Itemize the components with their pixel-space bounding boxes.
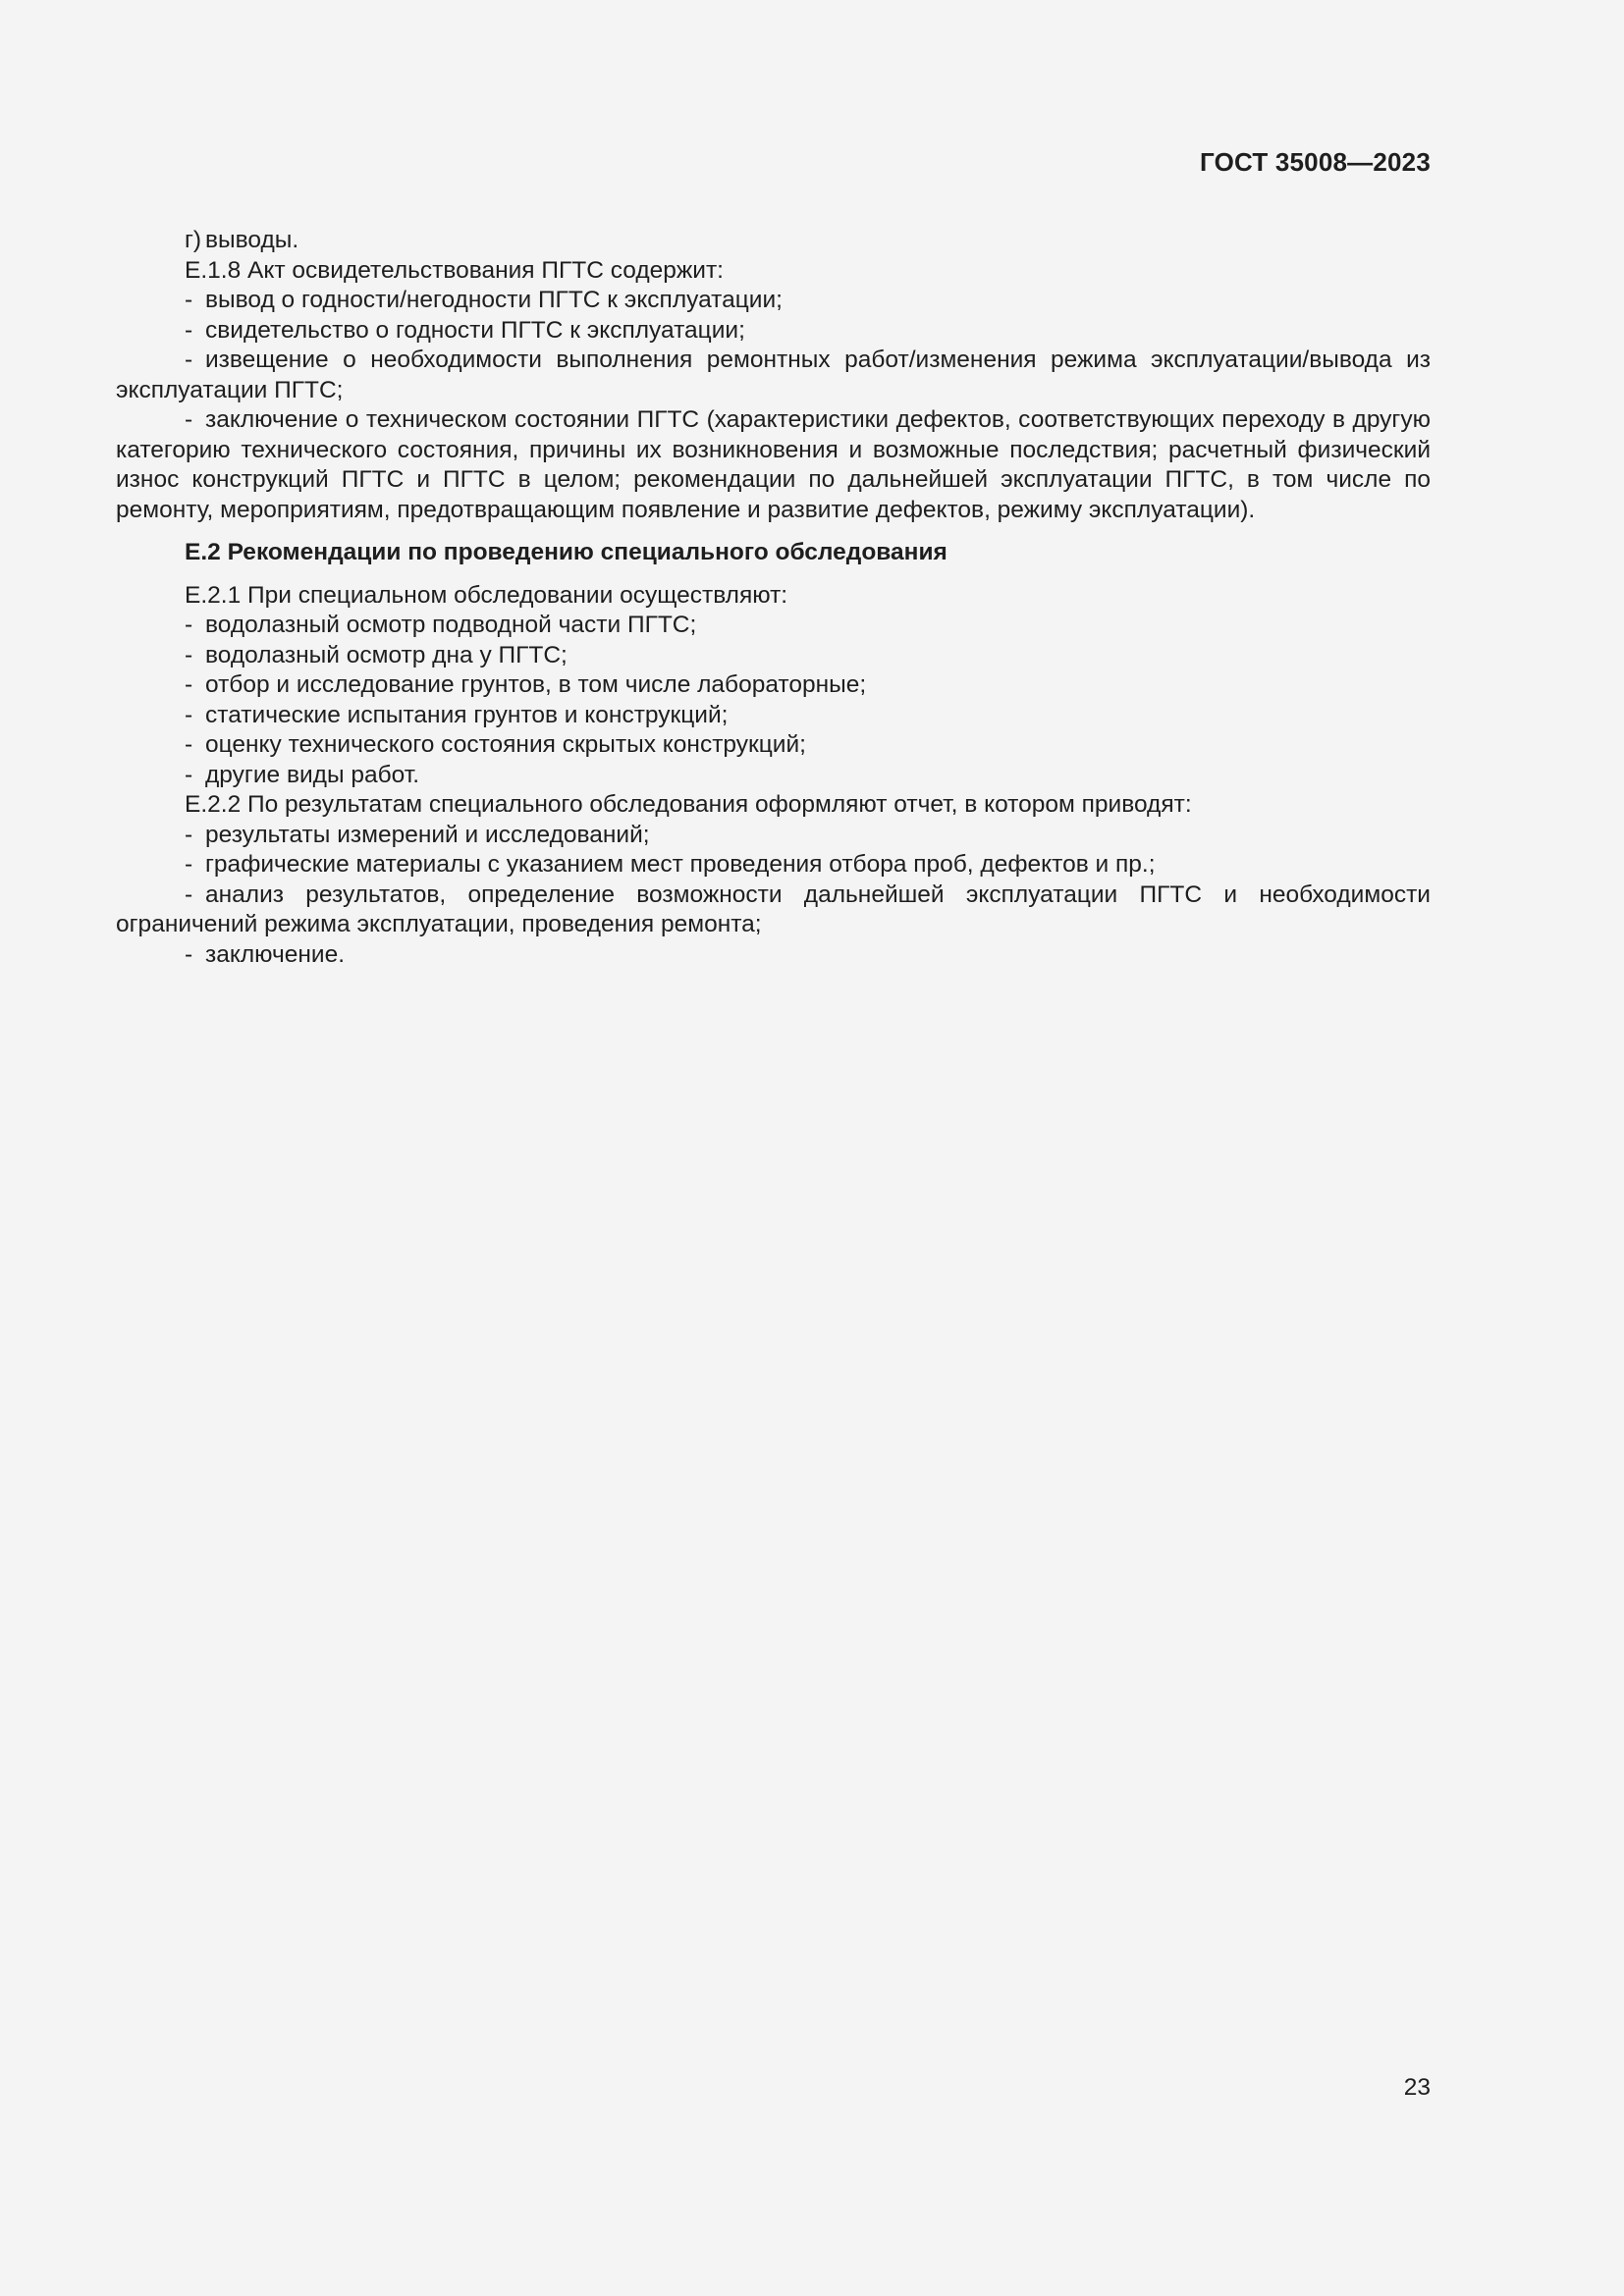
dash-marker: - [185, 761, 193, 788]
list-item-text: оценку технического состояния скрытых конструкций; [205, 731, 806, 758]
list-item-text: заключение о техническом состоянии ПГТС (характеристики дефектов, соответствующих переходу в другую категорию технического состояния, причины их возникновения и возможные последствия; расчетный физический износ конструкций ПГТС и ПГТС в целом; рекомендации по дальнейшей эксплуатации ПГТС, в том числе по ремонту, мероприятиям, предотвращающим появление и развитие дефектов, режиму эксплуатации). [116, 406, 1431, 523]
list-item [116, 701, 1431, 731]
paragraph-text: Е.2.1 При специальном обследовании осуществляют: [185, 581, 788, 609]
paragraph-text: выводы. [205, 227, 299, 253]
list-item [116, 286, 1431, 316]
document-body [116, 226, 1431, 970]
list-item [116, 611, 1431, 641]
dash-marker: - [185, 671, 193, 698]
list-item-text: заключение. [205, 940, 346, 968]
list-item-text: результаты измерений и исследований; [205, 821, 650, 848]
list-item [116, 881, 1431, 940]
dash-marker: - [185, 406, 193, 433]
paragraph [116, 256, 1431, 287]
list-item-text: вывод о годности/негодности ПГТС к эксплуатации; [205, 287, 783, 313]
list-item-text: другие виды работ. [205, 761, 420, 788]
dash-marker: - [185, 347, 193, 373]
list-item [116, 641, 1431, 671]
list-item [116, 316, 1431, 347]
paragraph-text: Е.1.8 Акт освидетельствования ПГТС содержит: [185, 256, 724, 284]
list-marker: г) [185, 227, 202, 253]
list-item-text: свидетельство о годности ПГТС к эксплуатации; [205, 316, 745, 344]
list-item [116, 940, 1431, 971]
paragraph [116, 581, 1431, 612]
dash-marker: - [185, 940, 193, 968]
list-item-text: водолазный осмотр подводной части ПГТС; [205, 612, 697, 638]
dash-marker: - [185, 731, 193, 758]
dash-marker: - [185, 612, 193, 638]
list-item [116, 730, 1431, 761]
list-item [116, 850, 1431, 881]
list-item-text: извещение о необходимости выполнения ремонтных работ/изменения режима эксплуатации/вывода из эксплуатации ПГТС; [116, 347, 1431, 403]
dash-marker: - [185, 881, 193, 908]
list-item-text: водолазный осмотр дна у ПГТС; [205, 641, 568, 668]
dash-marker: - [185, 287, 193, 313]
section-heading: Е.2 Рекомендации по проведению специального обследования [185, 539, 947, 565]
list-item [116, 346, 1431, 405]
list-item-text: статические испытания грунтов и конструкций; [205, 701, 729, 728]
list-item-text: анализ результатов, определение возможности дальнейшей эксплуатации ПГТС и необходимости ограничений режима эксплуатации, проведения ремонта; [116, 881, 1431, 937]
list-item [116, 670, 1431, 701]
dash-marker: - [185, 851, 193, 878]
list-item [116, 761, 1431, 791]
list-item [116, 405, 1431, 525]
document-code: ГОСТ 35008—2023 [1200, 147, 1431, 177]
list-item-text: графические материалы с указанием мест проведения отбора проб, дефектов и пр.; [205, 851, 1156, 878]
dash-marker: - [185, 821, 193, 848]
page-number: 23 [1403, 2074, 1431, 2101]
list-item [116, 821, 1431, 851]
paragraph [116, 226, 1431, 256]
paragraph-text: Е.2.2 По результатам специального обследования оформляют отчет, в котором приводят: [185, 791, 1192, 818]
paragraph [116, 790, 1431, 821]
dash-marker: - [185, 641, 193, 668]
dash-marker: - [185, 316, 193, 344]
list-item-text: отбор и исследование грунтов, в том числе лабораторные; [205, 671, 867, 698]
dash-marker: - [185, 701, 193, 728]
